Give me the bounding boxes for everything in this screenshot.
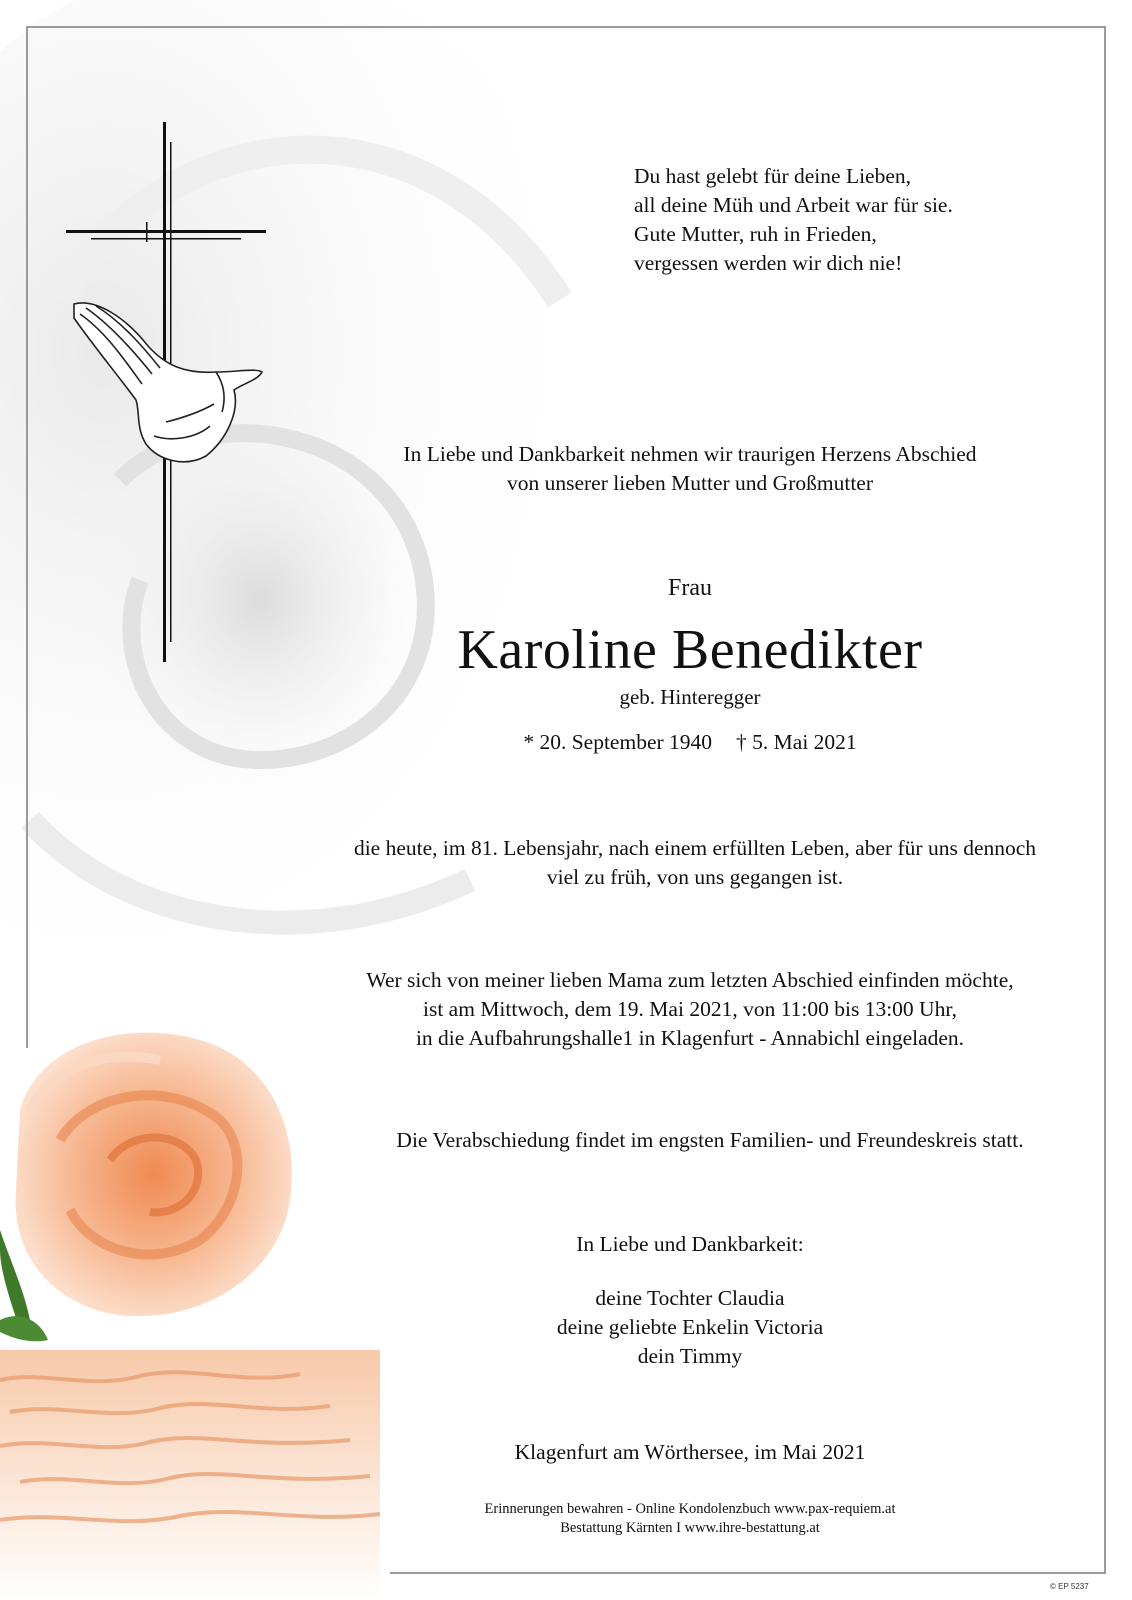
intro-line: von unserer lieben Mutter und Großmutter [506, 471, 873, 495]
family-member: deine geliebte Enkelin Victoria [556, 1315, 824, 1339]
intro-line: In Liebe und Dankbarkeit nehmen wir traurigen Herzens Abschied [403, 442, 977, 466]
poem-line: Gute Mutter, ruh in Frieden, [634, 222, 877, 246]
thanks-heading: In Liebe und Dankbarkeit: [576, 1232, 804, 1256]
frame-bottom-line [390, 1572, 1106, 1574]
rose-image [0, 1020, 380, 1600]
life-line: viel zu früh, von uns gegangen ist. [546, 865, 844, 889]
farewell-text: Die Verabschiedung findet im engsten Familien- und Freundeskreis statt. [396, 1128, 1024, 1152]
life-dates [300, 730, 1080, 755]
family-member: dein Timmy [637, 1344, 743, 1368]
frame-top-line [26, 26, 1106, 28]
poem-line: all deine Müh und Arbeit war für sie. [634, 193, 953, 217]
frame-left-line [26, 26, 28, 1048]
birth-date: * 20. September 1940 [523, 730, 713, 754]
poem [634, 162, 953, 278]
death-date: † 5. Mai 2021 [736, 730, 857, 754]
life-text [300, 834, 1090, 892]
footer-line: Erinnerungen bewahren - Online Kondolenzbuch www.pax-requiem.at [484, 1501, 896, 1517]
life-line: die heute, im 81. Lebensjahr, nach einem erfüllten Leben, aber für uns dennoch [353, 836, 1037, 860]
cross-praying-hands-icon [66, 122, 276, 662]
copyright-mark: © EP 5237 [1050, 1582, 1089, 1591]
poem-line: Du hast gelebt für deine Lieben, [634, 164, 912, 188]
invitation-line: in die Aufbahrungshalle1 in Klagenfurt - Annabichl eingeladen. [415, 1026, 965, 1050]
intro-text [300, 440, 1080, 498]
salutation: Frau [668, 575, 712, 601]
frame-right-line [1104, 26, 1106, 1574]
invitation-line: ist am Mittwoch, dem 19. Mai 2021, von 11:00 bis 13:00 Uhr, [422, 997, 958, 1021]
born-name: geb. Hinteregger [619, 685, 761, 709]
poem-line: vergessen werden wir dich nie! [634, 251, 903, 275]
family-list [300, 1284, 1080, 1371]
invitation-line: Wer sich von meiner lieben Mama zum letzten Abschied einfinden möchte, [366, 968, 1014, 992]
invitation-text [300, 966, 1080, 1053]
family-member: deine Tochter Claudia [595, 1286, 785, 1310]
place-date: Klagenfurt am Wörthersee, im Mai 2021 [514, 1440, 866, 1464]
footer [300, 1500, 1080, 1538]
deceased-name: Karoline Benedikter [457, 619, 923, 681]
footer-line: Bestattung Kärnten I www.ihre-bestattung.at [560, 1520, 820, 1536]
